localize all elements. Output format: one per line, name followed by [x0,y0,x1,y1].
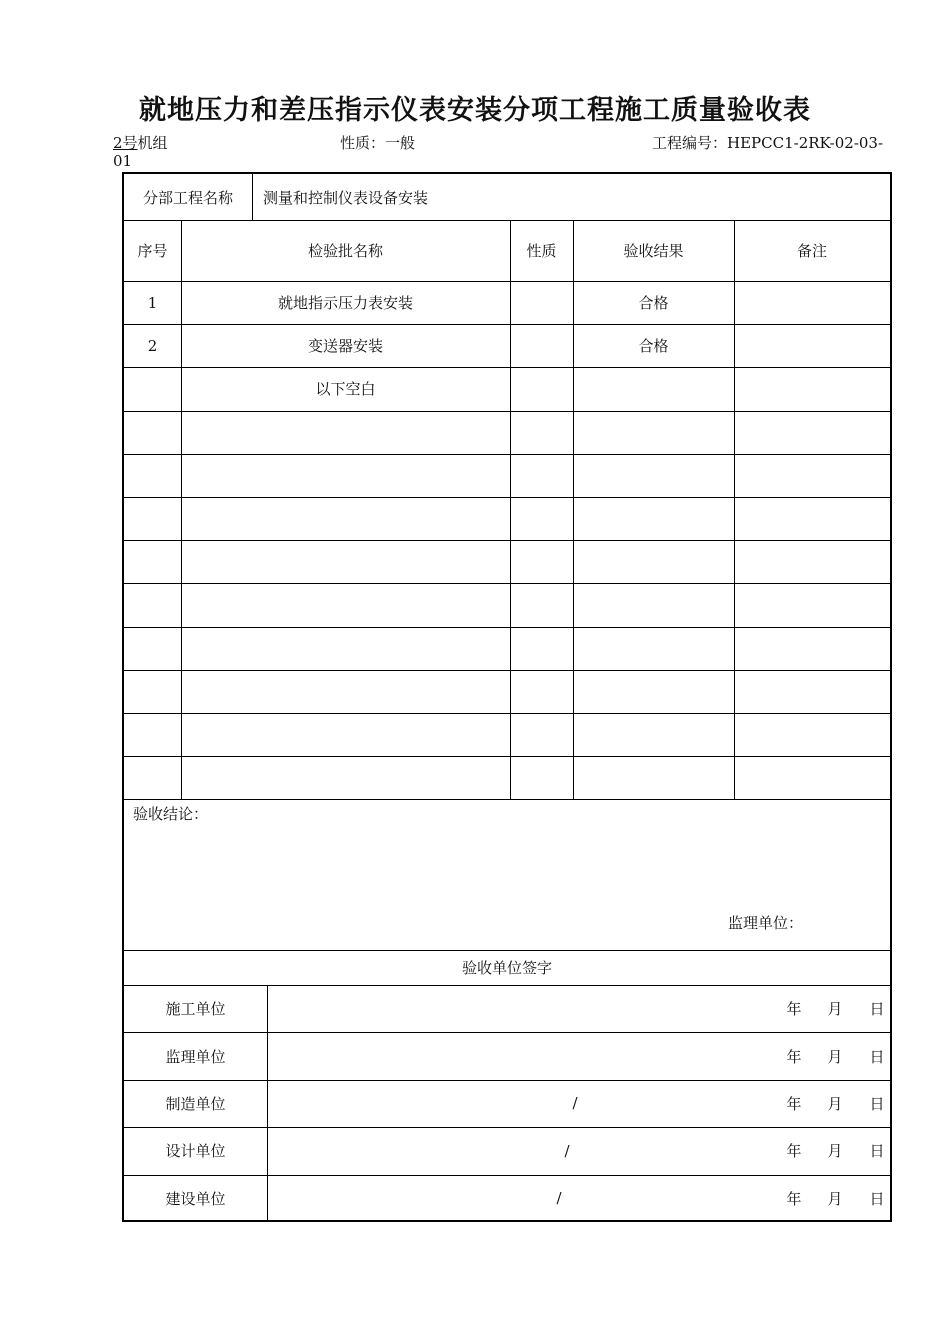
unit-number-value: 2号 [113,134,138,152]
table-cell [181,540,510,583]
table-cell [573,713,734,756]
table-cell [181,627,510,670]
table-cell [734,367,890,410]
table-cell [181,411,510,454]
table-cell: 2 [147,336,158,355]
division-label: 分部工程名称 [142,188,233,207]
table-cell [573,627,734,670]
table-cell [734,756,890,799]
date-day: 日 [869,1142,885,1161]
division-value: 测量和控制仪表设备安装 [263,188,429,207]
date-day: 日 [869,1000,885,1019]
table-cell [573,497,734,540]
column-header: 性质 [526,242,557,260]
table-cell [510,627,573,670]
table-cell [124,454,181,497]
signature-party: 建设单位 [165,1189,226,1208]
table-cell [734,627,890,670]
table-cell [510,670,573,713]
date-day: 日 [869,1094,885,1113]
table-cell [734,411,890,454]
column-header: 备注 [796,242,827,260]
signature-party: 监理单位 [165,1047,226,1066]
date-month: 月 [827,1094,843,1113]
table-cell [573,367,734,410]
date-month: 月 [827,1047,843,1066]
table-cell: 合格 [638,294,669,313]
table-cell [124,367,181,410]
table-cell [510,281,573,324]
signature-slash: / [556,1189,562,1208]
date-year: 年 [786,1189,802,1208]
signature-party: 制造单位 [165,1094,226,1113]
table-cell [573,540,734,583]
date-year: 年 [786,1047,802,1066]
table-cell [181,454,510,497]
table-cell [573,583,734,626]
date-day: 日 [869,1047,885,1066]
table-cell [573,411,734,454]
table-cell [734,583,890,626]
table-cell [734,454,890,497]
form-title: 就地压力和差压指示仪表安装分项工程施工质量验收表 [139,95,811,126]
date-year: 年 [786,1142,802,1161]
signature-slash: / [572,1094,578,1113]
table-cell [181,713,510,756]
project-code-label: 工程编号： [652,134,728,152]
date-month: 月 [827,1000,843,1019]
table-cell [734,324,890,367]
date-year: 年 [786,1094,802,1113]
supervisor-label: 监理单位： [728,914,804,932]
column-divider [181,220,182,799]
signature-party: 设计单位 [165,1142,226,1161]
nature-label: 性质：一般 [340,134,416,152]
table-cell [124,756,181,799]
table-cell: 变送器安装 [307,337,383,356]
table-cell [510,756,573,799]
table-cell [734,670,890,713]
table-cell [510,324,573,367]
unit-number [113,135,168,152]
table-cell [510,713,573,756]
table-cell [124,540,181,583]
table-cell [573,756,734,799]
signature-party: 施工单位 [165,1000,226,1019]
table-cell [510,411,573,454]
project-code [652,135,883,152]
conclusion-label: 验收结论： [133,805,209,823]
acceptance-table [122,172,892,1222]
table-cell [734,497,890,540]
table-cell [573,670,734,713]
column-divider [734,220,735,799]
column-header: 验收结果 [623,242,684,260]
table-cell [181,756,510,799]
table-cell: 1 [147,293,158,312]
column-divider [573,220,574,799]
table-cell [734,281,890,324]
column-header: 检验批名称 [307,242,383,260]
date-month: 月 [827,1142,843,1161]
table-cell [510,583,573,626]
table-cell [181,497,510,540]
row-border [124,799,890,800]
table-cell: 合格 [638,337,669,356]
table-cell [124,670,181,713]
column-divider [510,220,511,799]
date-day: 日 [869,1189,885,1208]
project-code-continuation: 01 [113,152,133,170]
signature-heading: 验收单位签字 [461,959,552,977]
table-cell [124,411,181,454]
table-cell [510,497,573,540]
table-cell: 就地指示压力表安装 [277,294,413,313]
table-cell [181,670,510,713]
table-cell [573,454,734,497]
signature-divider [267,985,268,1220]
signature-slash: / [564,1141,570,1160]
table-cell [510,540,573,583]
table-cell [510,454,573,497]
table-cell [124,713,181,756]
table-cell [181,583,510,626]
unit-suffix: 机组 [137,134,168,152]
date-year: 年 [786,1000,802,1019]
table-cell [510,367,573,410]
project-code-value: HEPCC1-2RK-02-03- [727,134,884,152]
column-header: 序号 [137,242,168,260]
table-cell [734,713,890,756]
date-month: 月 [827,1189,843,1208]
table-cell [124,583,181,626]
table-cell [734,540,890,583]
table-cell [124,497,181,540]
table-cell [124,627,181,670]
table-cell: 以下空白 [315,380,376,399]
